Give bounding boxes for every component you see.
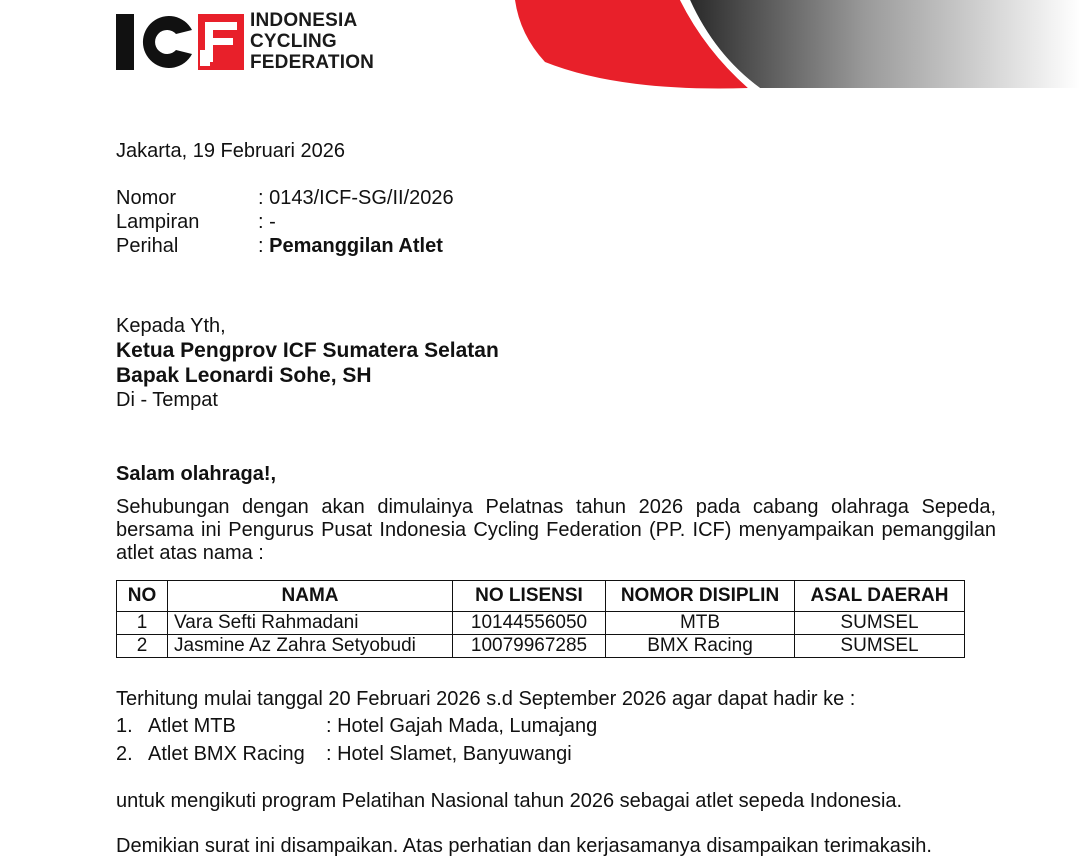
federation-name xyxy=(250,10,374,73)
column-header: NAMA xyxy=(168,581,453,612)
location-athlete-group: Atlet BMX Racing xyxy=(148,743,305,765)
location-list xyxy=(116,712,996,768)
table-header-row xyxy=(117,581,965,612)
letter-continuation xyxy=(116,686,996,858)
addressee-location: Di - Tempat xyxy=(116,389,218,411)
letter-body xyxy=(116,139,996,565)
cell-nama: Vara Sefti Rahmadani xyxy=(168,612,453,635)
addressee-title: Ketua Pengprov ICF Sumatera Selatan xyxy=(116,339,499,362)
list-item xyxy=(116,712,996,740)
meta-row-nomor xyxy=(116,186,996,210)
location-place: : Hotel Slamet, Banyuwangi xyxy=(326,743,572,765)
cell-no: 2 xyxy=(117,635,168,658)
purpose-text: untuk mengikuti program Pelatihan Nasional tahun 2026 sebagai atlet sepeda Indonesia. xyxy=(116,790,903,812)
letter-meta xyxy=(116,186,996,258)
meta-row-perihal xyxy=(116,234,996,258)
federation-name-line-2: CYCLING xyxy=(250,31,337,52)
list-number: 2. xyxy=(116,743,133,765)
intro-paragraph: Sehubungan dengan akan dimulainya Pelatnas tahun 2026 pada cabang olahraga Sepeda, bersama ini Pengurus Pusat Indonesia Cycling Federation (PP. ICF) menyampaikan pemanggilan atlet atas nama : xyxy=(116,496,996,564)
federation-name-line-1: INDONESIA xyxy=(250,10,358,31)
meta-value: : 0143/ICF-SG/II/2026 xyxy=(258,187,454,209)
icf-logo-mark xyxy=(116,14,244,70)
place-date: Jakarta, 19 Februari 2026 xyxy=(116,140,346,162)
meta-value-subject: Pemanggilan Atlet xyxy=(269,235,443,257)
list-number: 1. xyxy=(116,715,133,737)
cell-disiplin: BMX Racing xyxy=(606,635,795,658)
meta-label: Nomor xyxy=(116,187,177,209)
letterhead-graphic xyxy=(0,0,1080,100)
meta-label: Perihal xyxy=(116,235,179,257)
athlete-table xyxy=(116,580,965,658)
table-row xyxy=(117,612,965,635)
cell-lisensi: 10144556050 xyxy=(453,612,606,635)
cell-asal: SUMSEL xyxy=(795,612,965,635)
meta-label: Lampiran xyxy=(116,211,200,233)
list-item xyxy=(116,740,996,768)
addressee-name: Bapak Leonardi Sohe, SH xyxy=(116,364,372,387)
cell-disiplin: MTB xyxy=(606,612,795,635)
cell-nama: Jasmine Az Zahra Setyobudi xyxy=(168,635,453,658)
table-row xyxy=(117,635,965,658)
closing-text: Demikian surat ini disampaikan. Atas perhatian dan kerjasamanya disampaikan terimakasih. xyxy=(116,835,932,857)
column-header: NO xyxy=(117,581,168,612)
location-place: : Hotel Gajah Mada, Lumajang xyxy=(326,715,598,737)
meta-value: : - xyxy=(258,211,276,233)
addressee-salutation: Kepada Yth, xyxy=(116,315,226,337)
addressee xyxy=(116,314,996,412)
cell-lisensi: 10079967285 xyxy=(453,635,606,658)
cell-asal: SUMSEL xyxy=(795,635,965,658)
column-header: NO LISENSI xyxy=(453,581,606,612)
column-header: ASAL DAERAH xyxy=(795,581,965,612)
greeting: Salam olahraga!, xyxy=(116,463,277,485)
schedule-text: Terhitung mulai tanggal 20 Februari 2026 s.d September 2026 agar dapat hadir ke : xyxy=(116,688,856,710)
cell-no: 1 xyxy=(117,612,168,635)
federation-name-line-3: FEDERATION xyxy=(250,52,375,73)
meta-row-lampiran xyxy=(116,210,996,234)
header-swoosh xyxy=(515,0,1080,88)
column-header: NOMOR DISIPLIN xyxy=(606,581,795,612)
meta-value-prefix: : xyxy=(258,235,270,257)
location-athlete-group: Atlet MTB xyxy=(148,715,236,737)
